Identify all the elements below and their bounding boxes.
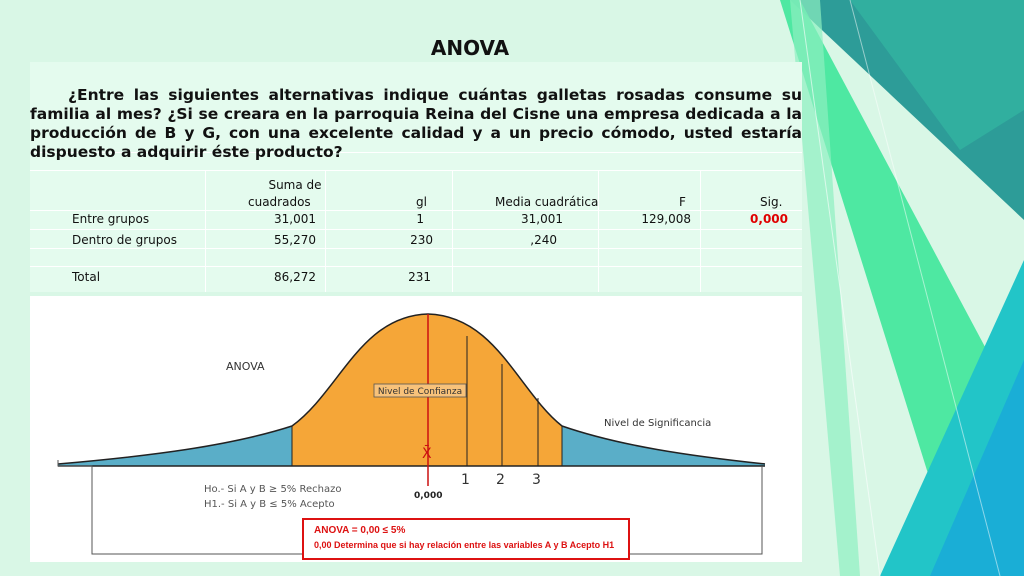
confidence-label: Nivel de Confianza [377, 387, 463, 397]
grid-line [30, 266, 802, 267]
row-sig: 0,000 [750, 212, 788, 226]
anova-label: ANOVA [226, 360, 265, 373]
row-label: Dentro de grupos [72, 233, 177, 247]
conclusion-line-1: ANOVA = 0,00 ≤ 5% [314, 525, 406, 536]
grid-line [598, 170, 599, 292]
header-f: F [679, 195, 686, 209]
slide-title: ANOVA [430, 36, 510, 60]
mean-symbol: X̄ [422, 446, 432, 462]
zero-label: 0,000 [414, 491, 443, 501]
conclusion-line-2: 0,00 Determina que si hay relación entre las variables A y B Acepto H1 [314, 540, 615, 550]
tick-label-1: 1 [461, 472, 470, 488]
grid-line [30, 248, 802, 249]
header-sig: Sig. [760, 195, 783, 209]
row-mean: ,240 [530, 233, 557, 247]
h0-hypothesis: Ho.- Si A y B ≥ 5% Rechazo [204, 484, 342, 495]
header-gl: gl [416, 195, 427, 209]
header-mean: Media cuadrática [495, 195, 599, 209]
grid-line [700, 170, 701, 292]
row-label: Total [72, 270, 101, 284]
grid-line [205, 170, 206, 292]
grid-line [30, 210, 802, 211]
conclusion-box [302, 518, 630, 560]
significance-label: Nivel de Significancia [604, 418, 712, 429]
left-tail-area [58, 426, 292, 466]
row-mean: 31,001 [521, 212, 563, 226]
header-sum-line1: Suma de [268, 178, 322, 192]
row-sum: 55,270 [274, 233, 316, 247]
grid-line [30, 170, 802, 171]
row-gl: 1 [416, 212, 424, 226]
row-label: Entre grupos [72, 212, 150, 226]
row-gl: 230 [410, 233, 433, 247]
row-f: 129,008 [641, 212, 691, 226]
row-sum: 31,001 [274, 212, 316, 226]
header-sum-line2: cuadrados [248, 195, 311, 209]
grid-line [452, 170, 453, 292]
h1-hypothesis: H1.- Si A y B ≤ 5% Acepto [204, 499, 335, 510]
tick-label-2: 2 [496, 472, 505, 488]
grid-line [30, 229, 802, 230]
row-gl: 231 [408, 270, 431, 284]
row-sum: 86,272 [274, 270, 316, 284]
survey-question: ¿Entre las siguientes alternativas indique cuántas galletas rosadas consume su familia al mes? ¿Si se creara en la parroquia Reina del Cisne una empresa dedicada a la producción de B y G, con una excelente calidad y a un precio cómodo, usted estaría dispuesto a adquirir éste producto? [30, 86, 802, 161]
tick-label-3: 3 [532, 472, 541, 488]
